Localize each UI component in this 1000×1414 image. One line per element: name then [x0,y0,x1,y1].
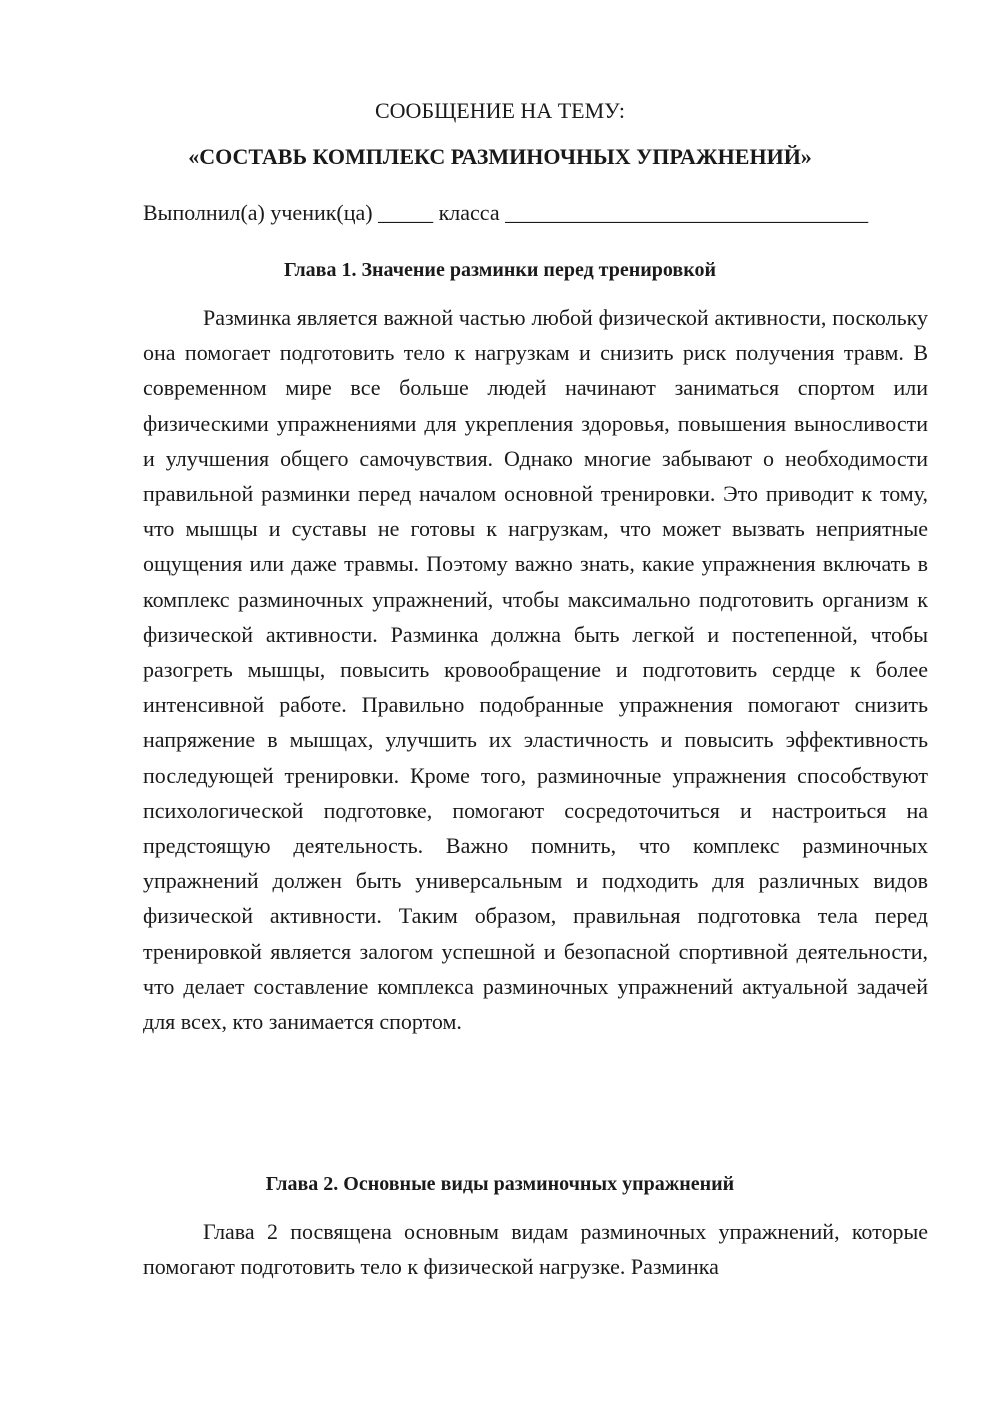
document-title-line-2: «СОСТАВЬ КОМПЛЕКС РАЗМИНОЧНЫХ УПРАЖНЕНИЙ» [188,144,812,169]
document-title-line-1: СООБЩЕНИЕ НА ТЕМУ: [375,98,625,123]
chapter-2-paragraph: Глава 2 посвящена основным видам разминочных упражнений, которые помогают подготовить тело к физической нагрузке. Разминка [143,1219,928,1280]
chapter-1-heading: Глава 1. Значение разминки перед тренировкой [283,259,717,281]
chapter-1-paragraph: Разминка является важной частью любой физической активности, поскольку она помогает подготовить тело к нагрузкам и снизить риск получения травм. В современном мире все больше людей начинают заниматься спортом или физическими упражнениями для укрепления здоровья, повышения выносливости и улучшения общего самочувствия. Однако многие забывают о необходимости правильной разминки перед началом основной тренировки. Это приводит к тому, что мышцы и суставы не готовы к нагрузкам, что может вызвать неприятные ощущения или даже травмы. Поэтому важно знать, какие упражнения включать в комплекс разминочных упражнений, чтобы максимально подготовить организм к физической активности. Разминка должна быть легкой и постепенной, чтобы разогреть мышцы, повысить кровообращение и подготовить сердце к более интенсивной работе. Правильно подобранные упражнения помогают снизить напряжение в мышцах, улучшить их эластичность и повысить эффективность последующей тренировки. Кроме того, разминочные упражнения способствуют психологической подготовке, помогают сосредоточиться и настроиться на предстоящую деятельность. Важно помнить, что комплекс разминочных упражнений должен быть универсальным и подходить для различных видов физической активности. Таким образом, правильная подготовка тела перед тренировкой является залогом успешной и безопасной спортивной деятельности, что делает составление комплекса разминочных упражнений актуальной задачей для всех, кто занимается спортом. [143,305,928,1035]
chapter-2-heading: Глава 2. Основные виды разминочных упражнений [265,1173,735,1195]
author-line: Выполнил(а) ученик(ца) _____ класса _________________________________ [143,200,869,225]
